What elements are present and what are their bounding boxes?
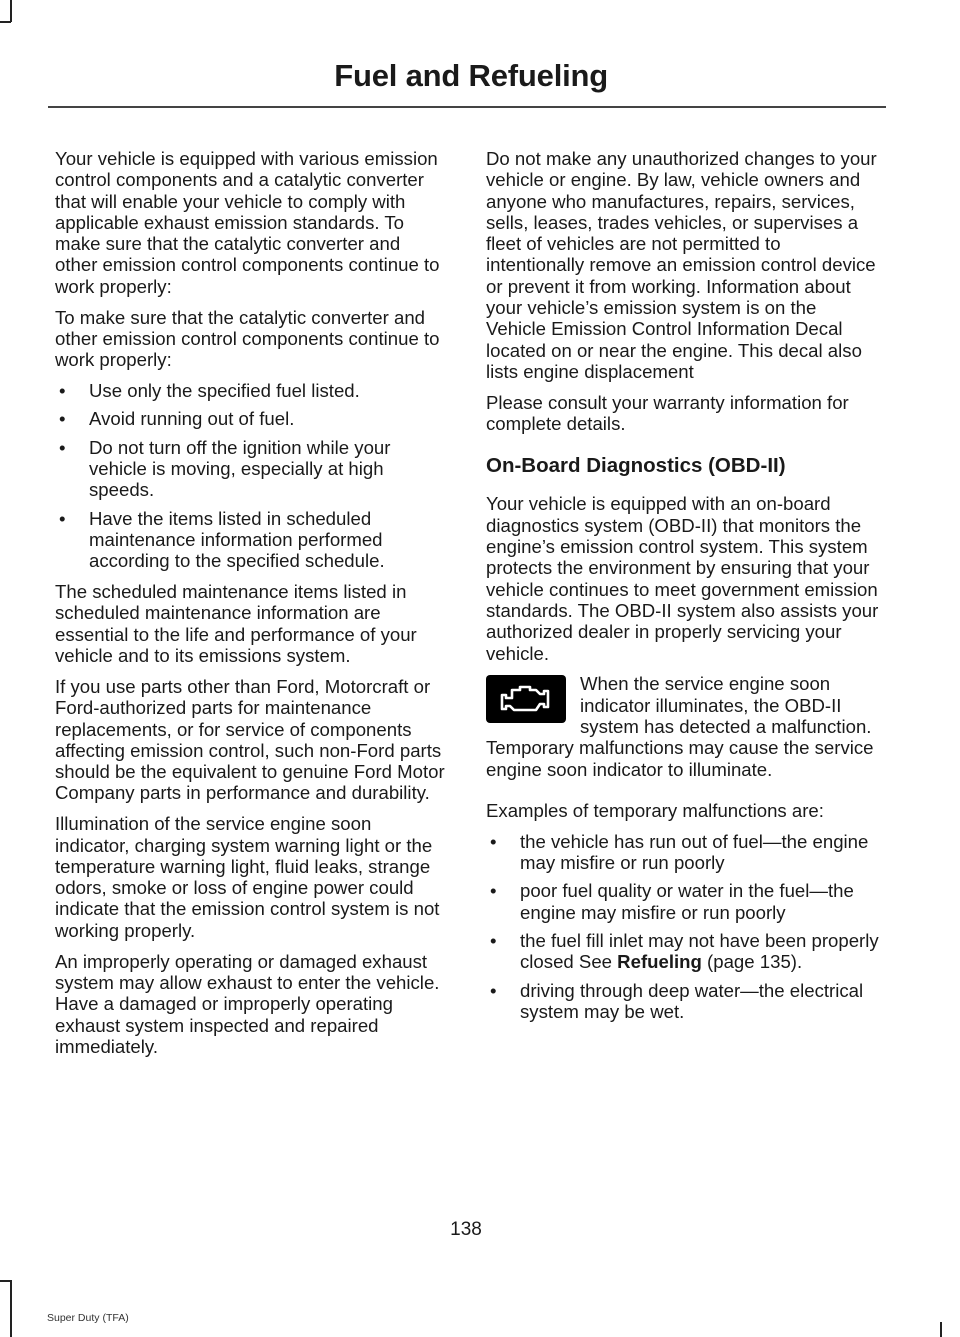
paragraph: Your vehicle is equipped with an on-board diagnostics system (OBD-II) that monitors the engine’s emission control system. This system protects the environment by ensuring that your vehicle continues to meet government emission standards. The OBD-II system also assists your authorized dealer in properly servicing your vehicle.: [486, 493, 879, 664]
paragraph: The scheduled maintenance items listed in scheduled maintenance information are essential to the life and performance of your vehicle and to its emissions system.: [55, 581, 417, 667]
list-item: • Have the items listed in scheduled maintenance information performed according to the specified schedule.: [59, 507, 385, 572]
bullet-list: [486, 831, 880, 1022]
crop-mark: [10, 0, 12, 22]
paragraph: If you use parts other than Ford, Motorcraft or Ford-authorized parts for maintenance replacements, or for service of components affecting emission control, such non-Ford parts should be the equivalent to genuine Ford Motor Company parts in performance and durability.: [55, 675, 445, 804]
icon-paragraph: [486, 673, 880, 779]
left-column: [55, 148, 447, 1067]
crop-mark: [940, 1322, 942, 1337]
engine-warning-icon: [486, 675, 566, 723]
paragraph: An improperly operating or damaged exhaust system may allow exhaust to enter the vehicle. Have a damaged or improperly operating exhaust system inspected and repaired immediately.: [55, 950, 440, 1057]
paragraph: To make sure that the catalytic converter and other emission control components continue to work properly:: [55, 306, 440, 371]
paragraph: Examples of temporary malfunctions are:: [486, 799, 824, 821]
list-item: • the fuel fill inlet may not have been properly closed See Refueling (page 135).: [490, 929, 879, 973]
list-item: • the vehicle has run out of fuel—the engine may misfire or run poorly: [490, 830, 869, 874]
paragraph: Your vehicle is equipped with various emission control components and a catalytic converter that will enable your vehicle to comply with applicable exhaust emission standards. To make sure that the catalytic converter and other emission control components continue to work properly:: [55, 148, 440, 297]
paragraph: Do not make any unauthorized changes to your vehicle or engine. By law, vehicle owners and anyone who manufactures, repairs, services, sells, leases, trades vehicles, or supervises a fleet of vehicles are not permitted to intentionally remove an emission control device or prevent it from working. Information about your vehicle’s emission system is on the Vehicle Emission Control Information Decal located on or near the engine. This decal also lists engine displacement: [486, 148, 877, 382]
paragraph: When the service engine soon indicator illuminates, the OBD-II system has detected a malfunction. Temporary malfunctions may cause the service engine soon indicator to illuminate.: [486, 673, 874, 780]
list-item: • Do not turn off the ignition while your vehicle is moving, especially at high speeds.: [59, 436, 391, 501]
list-item: • poor fuel quality or water in the fuel—the engine may misfire or run poorly: [490, 880, 854, 923]
list-item: • Use only the specified fuel listed.: [59, 380, 360, 402]
section-heading: On-Board Diagnostics (OBD-II): [486, 454, 786, 478]
paragraph: Please consult your warranty information for complete details.: [486, 391, 849, 435]
refueling-link[interactable]: Refueling: [617, 951, 702, 973]
crop-mark: [10, 1280, 12, 1337]
page-title: Fuel and Refueling: [334, 58, 608, 93]
crop-mark: [0, 1280, 11, 1282]
paragraph: Illumination of the service engine soon indicator, charging system warning light or the temperature warning light, fluid leaks, strange odors, smoke or loss of engine power could indicate that the emission control system is not working properly.: [55, 813, 440, 941]
bullet-list: [55, 380, 447, 571]
header-divider: [48, 106, 886, 108]
crop-mark: [0, 21, 11, 23]
right-column: [486, 148, 880, 1032]
list-item: • driving through deep water—the electrical system may be wet.: [490, 979, 864, 1022]
page-number: 138: [450, 1219, 482, 1240]
list-item: • Avoid running out of fuel.: [59, 408, 295, 430]
footer-text: Super Duty (TFA): [47, 1312, 129, 1324]
